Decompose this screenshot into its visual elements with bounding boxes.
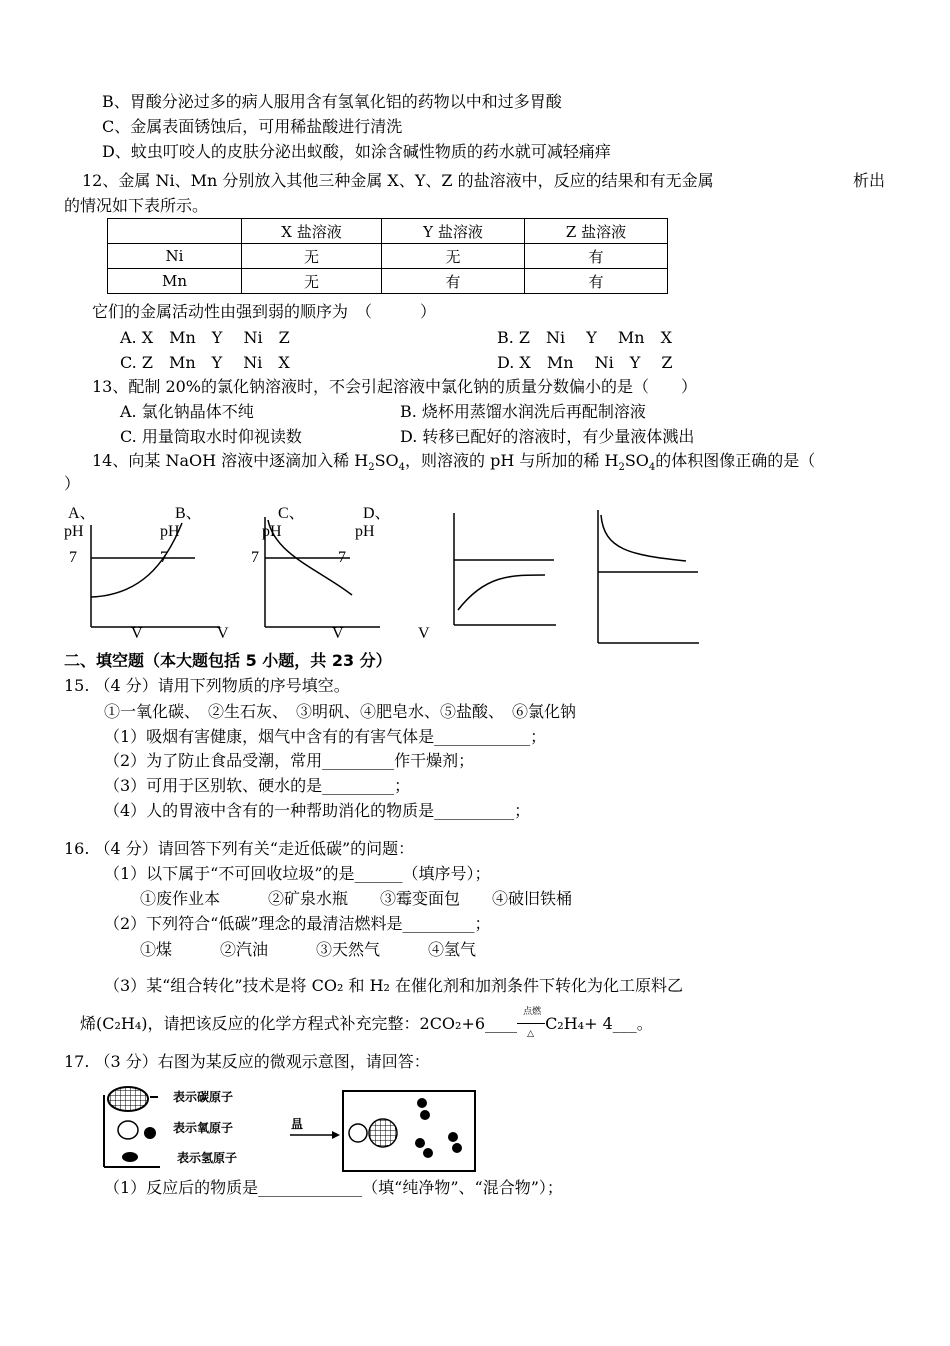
- q12-option-b: B. Z Ni Y Mn X: [497, 328, 672, 347]
- carbon-atom-icon: [108, 1087, 148, 1111]
- q13-stem: 13、配制 20%的氯化钠溶液时，不会引起溶液中氯化钠的质量分数偏小的是（ ）: [92, 377, 698, 396]
- table-cell: Mn: [108, 269, 242, 294]
- arrow-label: 昷: [291, 1117, 304, 1131]
- graph-c-curve: [458, 575, 545, 610]
- q15-part4: （4）人的胃液中含有的一种帮助消化的物质是__________；: [104, 801, 531, 820]
- equation-right: C₂H₄+ 4___。: [545, 1014, 653, 1033]
- q16-part3-line2: [80, 1007, 653, 1039]
- graph-c-ph-label: pH: [262, 523, 282, 540]
- legend-hydrogen: 表示氢原子: [177, 1151, 238, 1165]
- condition-bottom: △: [527, 1029, 534, 1039]
- graph-b-seven: 7: [160, 549, 168, 566]
- q11-option-c: C、金属表面锈蚀后，可用稀盐酸进行清洗: [102, 117, 403, 136]
- hydrogen-atom-icon: [420, 1110, 430, 1120]
- table-cell: 有: [525, 269, 668, 294]
- oxygen-atom-icon: [349, 1124, 367, 1142]
- subscript: 2: [618, 462, 625, 474]
- graph-d-label: D、: [363, 505, 391, 522]
- table-header-row: [108, 219, 668, 244]
- carbon-atom-icon: [369, 1119, 397, 1147]
- hydrogen-atom-icon: [423, 1148, 433, 1158]
- subscript: 4: [398, 462, 406, 474]
- q13-option-b: B. 烧杯用蒸馏水润洗后再配制溶液: [400, 402, 646, 421]
- q16-part1-options: ①废作业本 ②矿泉水瓶 ③霉变面包 ④破旧铁桶: [140, 889, 573, 908]
- q16-part2: （2）下列符合“低碳”理念的最清洁燃料是_________；: [104, 914, 491, 933]
- legend-carbon: 表示碳原子: [173, 1090, 234, 1104]
- table-cell: 无: [382, 244, 525, 269]
- q12-option-c: C. Z Mn Y Ni X: [120, 353, 290, 372]
- table-cell: 有: [382, 269, 525, 294]
- q12-stem-end: 析出: [853, 171, 886, 190]
- graph-d-v: V: [418, 625, 430, 642]
- graph-d-seven: 7: [338, 549, 346, 566]
- graph-a-label: A、: [68, 505, 96, 522]
- graph-c-label: C、: [278, 505, 305, 522]
- q14-stem: [92, 451, 815, 478]
- graph-d-curve: [601, 515, 686, 561]
- q13-option-a: A. 氯化钠晶体不纯: [120, 402, 254, 421]
- hydrogen-atom-icon: [415, 1138, 425, 1148]
- graph-d-ph-label: pH: [355, 523, 375, 540]
- hydrogen-atom-icon: [122, 1152, 138, 1162]
- equation-left: 烯(C₂H₄)，请把该反应的化学方程式补充完整：2CO₂+6____: [80, 1014, 518, 1033]
- q14-stem-part: SO: [374, 451, 399, 470]
- section-title: 二、填空题（本大题包括 5 小题，共 23 分）: [64, 651, 392, 670]
- q14-stem-part: SO: [624, 451, 649, 470]
- hydrogen-dot-icon: [144, 1127, 156, 1139]
- graph-c-seven: 7: [251, 549, 259, 566]
- q15-part3: （3）可用于区别软、硬水的是_________；: [104, 776, 411, 795]
- q16-part2-options: ①煤 ②汽油 ③天然气 ④氢气: [140, 940, 477, 959]
- table-header-cell: Z 盐溶液: [525, 219, 668, 244]
- q13-option-c: C. 用量筒取水时仰视读数: [120, 427, 302, 446]
- q13-option-d: D. 转移已配好的溶液时，有少量液体溅出: [400, 427, 695, 446]
- q11-option-d: D、蚊虫叮咬人的皮肤分泌出蚁酸，如涂含碱性物质的药水就可减轻痛痒: [102, 142, 611, 161]
- q15-options: ①一氧化碳、 ②生石灰、 ③明矾、④肥皂水、⑤盐酸、 ⑥氯化钠: [104, 702, 577, 721]
- graph-a-ph-label: pH: [64, 523, 84, 540]
- legend-oxygen: 表示氧原子: [173, 1121, 234, 1135]
- table-cell: 无: [242, 244, 382, 269]
- q14-stem-part: 14、向某 NaOH 溶液中逐滴加入稀 H: [92, 451, 369, 470]
- q15-part2: （2）为了防止食品受潮，常用_________作干燥剂；: [104, 751, 475, 770]
- table-cell: 有: [525, 244, 668, 269]
- q16-stem: 16. （4 分）请回答下列有关“走近低碳”的问题：: [64, 839, 415, 858]
- table-cell: Ni: [108, 244, 242, 269]
- q14-stem-part: 的体积图像正确的是（: [655, 451, 816, 470]
- hydrogen-atom-icon: [448, 1132, 458, 1142]
- subscript: 2: [368, 462, 375, 474]
- q12-option-a: A. X Mn Y Ni Z: [120, 328, 290, 347]
- hydrogen-atom-icon: [452, 1143, 462, 1153]
- q11-option-b: B、胃酸分泌过多的病人服用含有氢氧化铝的药物以中和过多胃酸: [102, 92, 562, 111]
- q12-stem: 12、金属 Ni、Mn 分别放入其他三种金属 X、Y、Z 的盐溶液中，反应的结果和有无金属: [82, 171, 714, 190]
- q14-close-paren: ）: [64, 474, 81, 493]
- table-row: [108, 269, 668, 294]
- subscript: 4: [648, 462, 656, 474]
- condition-top: 点燃: [523, 1007, 542, 1017]
- table-header-cell: [108, 219, 242, 244]
- hydrogen-atom-icon: [417, 1098, 427, 1108]
- q12-question: 它们的金属活动性由强到弱的顺序为 （ ）: [92, 302, 437, 321]
- q17-part1: （1）反应后的物质是_____________（填“纯净物”、“混合物”）；: [104, 1178, 563, 1197]
- q12-table: [107, 218, 668, 294]
- q16-part1: （1）以下属于“不可回收垃圾”的是______（填序号）；: [104, 864, 491, 883]
- reaction-condition: [517, 1007, 545, 1039]
- table-header-cell: X 盐溶液: [242, 219, 382, 244]
- q17-stem: 17. （3 分）右图为某反应的微观示意图，请回答：: [64, 1052, 430, 1071]
- table-cell: 无: [242, 269, 382, 294]
- q12-stem-line2: 的情况如下表所示。: [64, 196, 209, 215]
- oxygen-atom-icon: [118, 1121, 138, 1139]
- graph-b-label: B、: [175, 505, 202, 522]
- table-row: [108, 244, 668, 269]
- q14-stem-part: ，则溶液的 pH 与所加的稀 H: [405, 451, 619, 470]
- graph-b-ph-label: pH: [160, 523, 180, 540]
- table-header-cell: Y 盐溶液: [382, 219, 525, 244]
- q16-part3-line1: （3）某“组合转化”技术是将 CO₂ 和 H₂ 在催化剂和加剂条件下转化为化工原料乙: [104, 976, 684, 995]
- q15-part1: （1）吸烟有害健康，烟气中含有的有害气体是____________；: [104, 727, 547, 746]
- graph-b-v: V: [217, 625, 229, 642]
- graph-a-seven: 7: [69, 549, 77, 566]
- q15-stem: 15. （4 分）请用下列物质的序号填空。: [64, 676, 350, 695]
- q12-option-d: D. X Mn Ni Y Z: [497, 353, 673, 372]
- graph-c-v: V: [332, 625, 344, 642]
- graph-a-v: V: [131, 625, 143, 642]
